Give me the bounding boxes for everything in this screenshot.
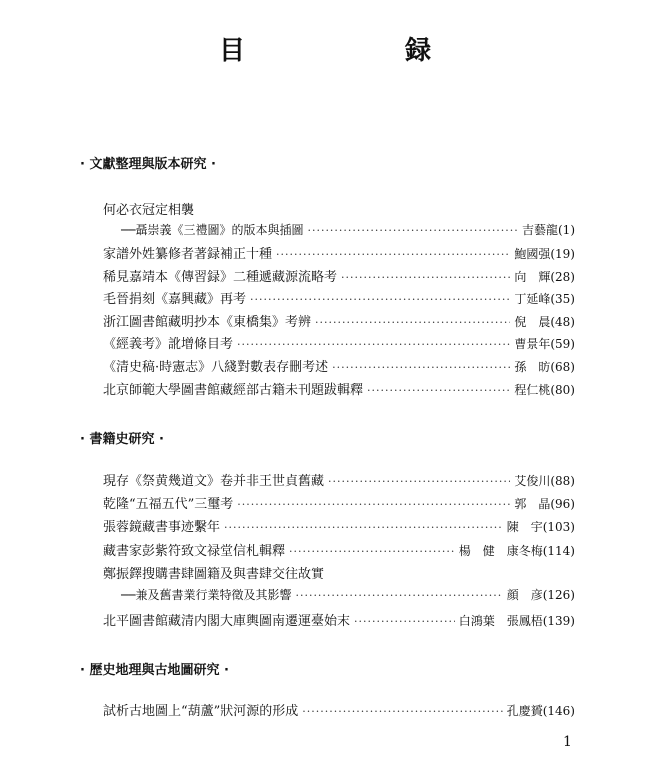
toc-entry[interactable] — [103, 470, 575, 490]
toc-entry-author-page: 倪 晨(48) — [514, 315, 575, 329]
dot-leader — [295, 589, 502, 602]
toc-entry-title: 浙江圖書館藏明抄本《東橋集》考辨 — [103, 315, 312, 330]
toc-entry[interactable] — [103, 700, 575, 720]
toc-entry-title: 稀見嘉靖本《傳習録》二種遞藏源流略考 — [103, 270, 338, 285]
toc-entry[interactable] — [121, 586, 575, 606]
toc-entry-title: ──兼及舊書業行業特徵及其影響 — [121, 588, 292, 602]
toc-entry-author-page: 吉藝龍(1) — [522, 223, 575, 237]
toc-entry[interactable] — [103, 333, 575, 353]
dot-leader — [237, 498, 510, 511]
dot-leader — [224, 521, 503, 534]
toc-entry-title: 現存《祭黄幾道文》卷并非王世貞舊藏 — [103, 474, 325, 489]
toc-entry[interactable] — [103, 356, 575, 376]
toc-entry[interactable] — [103, 311, 575, 331]
toc-entry-title: 家譜外姓纂修者著録補正十種 — [103, 247, 273, 262]
toc-entry-author-page: 白鴻葉 張鳳梧(139) — [458, 614, 575, 628]
dot-leader — [276, 248, 510, 261]
toc-entry-author-page: 孫 昉(68) — [514, 360, 575, 374]
toc-entry-title: 北京師範大學圖書館藏經部古籍未刊題跋輯釋 — [103, 383, 364, 398]
toc-entry-title: 《經義考》訛增條目考 — [103, 337, 234, 352]
toc-entry-author-page: 向 輝(28) — [514, 270, 575, 284]
toc-entry-author-page: 曹景年(59) — [514, 337, 575, 351]
section-heading-bibliography: · 文獻整理與版本研究 · — [80, 157, 216, 172]
toc-entry-author-page: 顔 彦(126) — [506, 588, 575, 602]
section-heading-book-history: · 書籍史研究 · — [80, 432, 164, 447]
toc-entry-author-page: 程仁桃(80) — [514, 383, 575, 397]
toc-entry[interactable] — [103, 610, 575, 630]
page-title: 目 録 — [218, 36, 467, 66]
dot-leader — [250, 293, 510, 306]
toc-entry-author-page: 艾俊川(88) — [514, 474, 575, 488]
dot-leader — [307, 224, 518, 237]
toc-entry[interactable] — [103, 243, 575, 263]
toc-entry[interactable] — [103, 493, 575, 513]
dot-leader — [237, 338, 510, 351]
toc-entry-title: 試析古地圖上“葫蘆”狀河源的形成 — [103, 704, 299, 719]
toc-entry-author-page: 陳 宇(103) — [506, 520, 575, 534]
toc-entry-title: 北平圖書館藏清内閣大庫輿圖南遷運臺始末 — [103, 614, 351, 629]
toc-entry[interactable] — [103, 266, 575, 286]
toc-entry-title: 鄭振鐸搜購書肆圖籍及與書肆交往故實 — [103, 567, 325, 582]
toc-entry-title: 藏書家彭紫符致文禄堂信札輯釋 — [103, 544, 286, 559]
toc-entry-author-page: 丁延峰(35) — [514, 292, 575, 306]
dot-leader — [315, 316, 510, 329]
dot-leader — [328, 475, 510, 488]
page-number: 1 — [563, 734, 572, 750]
dot-leader — [341, 271, 510, 284]
section-heading-historical-geography: · 歷史地理與古地圖研究 · — [80, 663, 229, 678]
toc-entry-title: 張蓉鏡藏書事迹繫年 — [103, 520, 221, 535]
toc-entry[interactable] — [103, 379, 575, 399]
toc-entry[interactable] — [103, 540, 575, 560]
toc-entry-title: 何必衣冠定相襲 — [103, 203, 195, 218]
dot-leader — [302, 705, 502, 718]
toc-entry-title: 毛晉捐刻《嘉興藏》再考 — [103, 292, 247, 307]
toc-entry-author-page: 楊 健 康冬梅(114) — [458, 544, 575, 558]
toc-entry[interactable] — [121, 221, 575, 241]
toc-entry-author-page: 郭 晶(96) — [514, 497, 575, 511]
dot-leader — [332, 361, 510, 374]
dot-leader — [289, 545, 455, 558]
dot-leader — [354, 615, 455, 628]
toc-entry[interactable] — [103, 516, 575, 536]
toc-entry-title: ──聶崇義《三禮圖》的版本與插圖 — [121, 223, 304, 237]
dot-leader — [367, 384, 510, 397]
toc-entry-title: 乾隆“五福五代”三璽考 — [103, 497, 234, 512]
toc-entry-author-page: 孔慶贇(146) — [506, 704, 575, 718]
toc-entry-author-page: 鮑國强(19) — [514, 247, 575, 261]
toc-entry-title: 《清史稿·時憲志》八綫對數表存刪考述 — [103, 360, 329, 375]
toc-entry[interactable] — [103, 288, 575, 308]
